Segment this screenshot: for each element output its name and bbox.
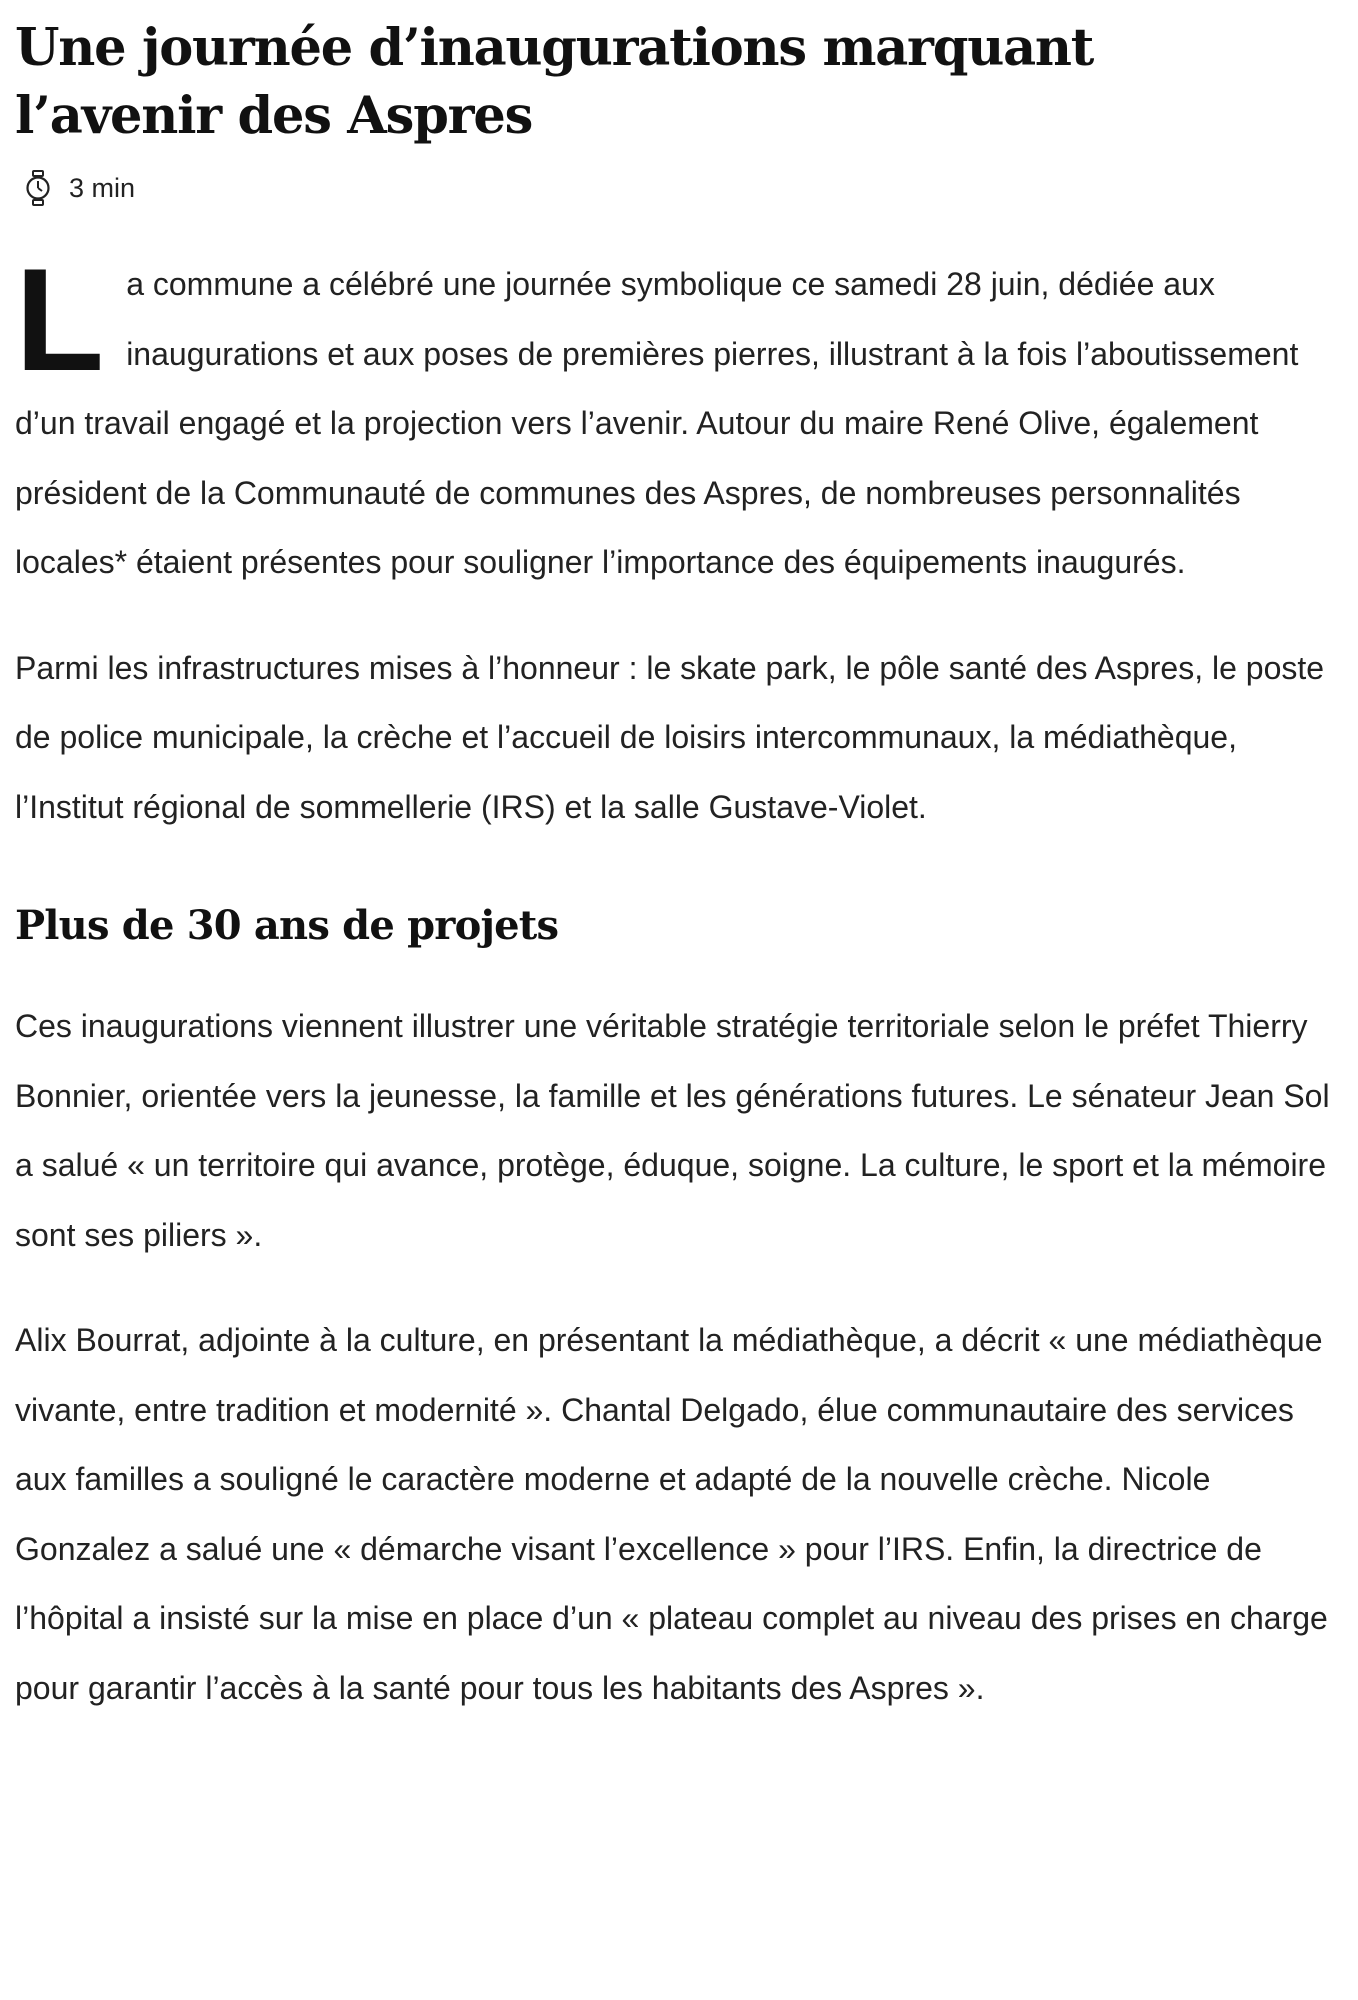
read-time-label: 3 min — [69, 172, 136, 203]
article — [15, 14, 1335, 1723]
stopwatch-icon — [25, 170, 51, 206]
read-time — [15, 168, 1335, 208]
paragraph-strategie: Ces inaugurations viennent illustrer une véritable stratégie territoriale selon le préfet Thierry Bonnier, orientée vers la jeunesse, la famille et les générations futures. Le sénateur Jean Sol a salué « un territoire qui avance, protège, éduque, soigne. La culture, le sport et la mémoire sont ses piliers ». — [15, 1008, 1330, 1253]
section-heading: Plus de 30 ans de projets — [15, 902, 559, 949]
drop-cap: L — [15, 238, 105, 401]
intro-text: a commune a célébré une journée symbolique ce samedi 28 juin, dédiée aux inaugurations et aux poses de premières pierres, illustrant à la fois l’aboutissement d’un travail engagé et la projection vers l’avenir. Autour du maire René Olive, également président de la Communauté de communes des Aspres, de nombreuses personnalités locales* étaient présentes pour souligner l’importance des équipements inaugurés. — [15, 266, 1299, 580]
paragraph-infrastructures: Parmi les infrastructures mises à l’honneur : le skate park, le pôle santé des Aspres, le poste de police municipale, la crèche et l’accueil de loisirs intercommunaux, la médiathèque, l’Institut régional de sommellerie (IRS) et la salle Gustave-Violet. — [15, 649, 1325, 825]
paragraph-elus: Alix Bourrat, adjointe à la culture, en présentant la médiathèque, a décrit « une médiathèque vivante, entre tradition et modernité ». Chantal Delgado, élue communautaire des services aux familles a souligné le caractère moderne et adapté de la nouvelle crèche. Nicole Gonzalez a salué une « démarche visant l’excellence » pour l’IRS. Enfin, la directrice de l’hôpital a insisté sur la mise en place d’un « plateau complet au niveau des prises en charge pour garantir l’accès à la santé pour tous les habitants des Aspres ». — [15, 1322, 1328, 1706]
article-title: Une journée d’inaugurations marquant l’avenir des Aspres — [15, 18, 1094, 146]
intro-paragraph — [15, 238, 1340, 598]
